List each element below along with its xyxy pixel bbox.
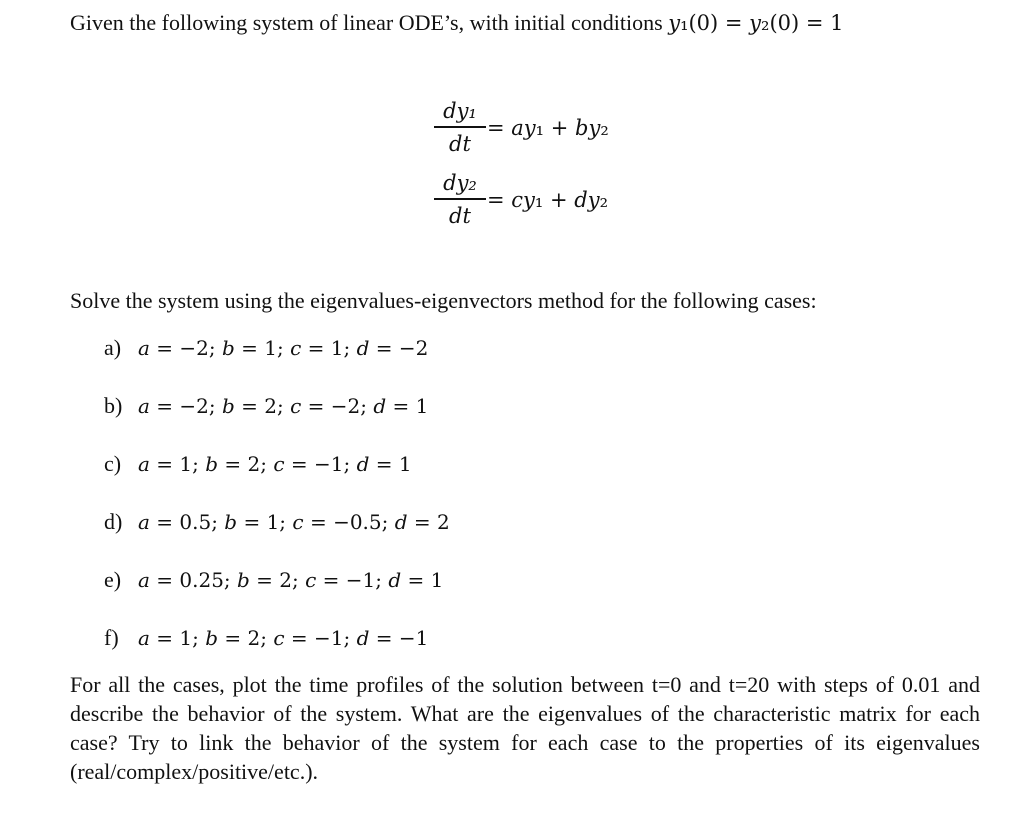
case-label: d) — [104, 509, 123, 534]
case-item — [104, 393, 428, 419]
intro-sentence — [70, 10, 844, 36]
case-label: e) — [104, 567, 122, 592]
case-item — [104, 509, 450, 535]
case-params: 𝑎 = 1; 𝑏 = 2; 𝑐 = −1; 𝑑 = 1 — [138, 452, 412, 476]
equation-2-rhs: = 𝑐𝑦₁ + 𝑑𝑦₂ — [487, 188, 608, 212]
case-label: f) — [104, 625, 119, 650]
case-params: 𝑎 = 1; 𝑏 = 2; 𝑐 = −1; 𝑑 = −1 — [138, 626, 429, 650]
case-params: 𝑎 = 0.5; 𝑏 = 1; 𝑐 = −0.5; 𝑑 = 2 — [138, 510, 450, 534]
case-label: c) — [104, 451, 122, 476]
instruction-text: Solve the system using the eigenvalues-eigenvectors method for the following cases: — [70, 288, 817, 313]
case-params: 𝑎 = 0.25; 𝑏 = 2; 𝑐 = −1; 𝑑 = 1 — [138, 568, 444, 592]
derivative-y1 — [434, 98, 486, 157]
case-item — [104, 625, 428, 651]
derivative-y2-numerator: dy₂ — [443, 171, 477, 195]
derivative-y1-denominator: dt — [449, 131, 471, 156]
case-item — [104, 335, 428, 361]
initial-conditions: 𝑦₁(0) = 𝑦₂(0) = 1 — [668, 11, 844, 35]
fraction-bar — [434, 198, 486, 200]
intro-text: Given the following system of linear ODE’s, with initial conditions — [70, 10, 669, 35]
closing-paragraph: For all the cases, plot the time profiles of the solution between t=0 and t=20 with steps of 0.01 and describe the behavior of the system. What are the eigenvalues of the characteristic matrix for each case? Try to link the behavior of the system for each case to the properties of its eigenvalues (real/complex/positive/etc.). — [70, 672, 980, 784]
fraction-bar — [434, 126, 486, 128]
case-params: 𝑎 = −2; 𝑏 = 2; 𝑐 = −2; 𝑑 = 1 — [138, 394, 429, 418]
case-item — [104, 567, 443, 593]
equation-1-rhs: = 𝑎𝑦₁ + 𝑏𝑦₂ — [487, 116, 609, 140]
derivative-y2-denominator: dt — [449, 203, 471, 228]
case-label: b) — [104, 393, 123, 418]
derivative-y1-numerator: dy₁ — [443, 99, 477, 123]
case-label: a) — [104, 335, 122, 360]
case-params: 𝑎 = −2; 𝑏 = 1; 𝑐 = 1; 𝑑 = −2 — [138, 336, 429, 360]
case-item — [104, 451, 412, 477]
derivative-y2 — [434, 170, 486, 229]
